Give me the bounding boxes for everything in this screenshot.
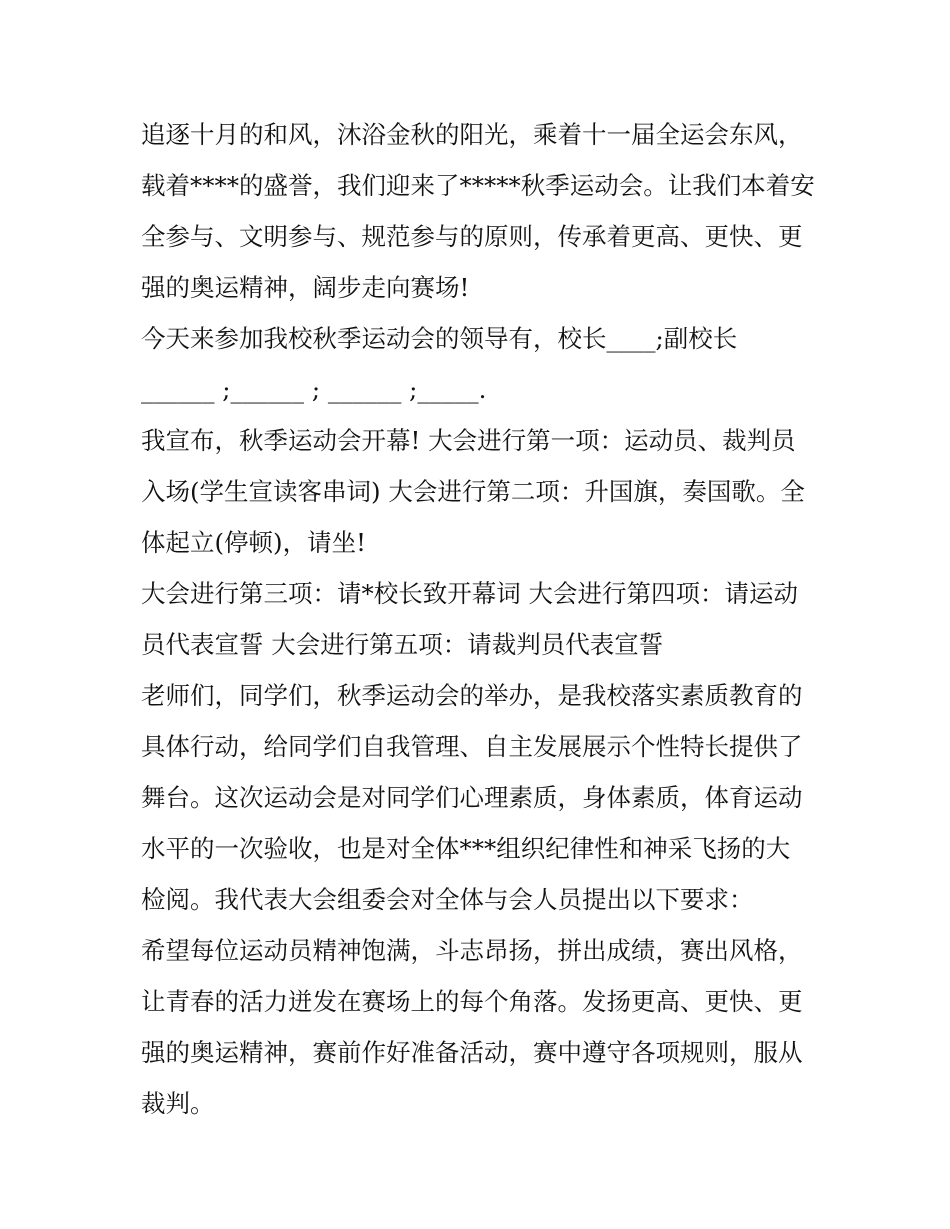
- paragraph-opening-ceremony: [141, 415, 817, 568]
- text-line: 强的奥运精神，赛前作好准备活动，赛中遵守各项规则，服从: [141, 1038, 803, 1067]
- paragraph-leaders: [141, 313, 817, 415]
- text-line: 舞台。这次运动会是对同学们心理素质，身体素质，体育运动: [141, 783, 803, 812]
- document-body: [141, 109, 817, 1129]
- text-line: 载着****的盛誉，我们迎来了*****秋季运动会。让我们本着安: [141, 171, 815, 200]
- text-line: 具体行动，给同学们自我管理、自主发展展示个性特长提供了: [141, 732, 803, 761]
- text-line: 员代表宣誓 大会进行第五项：请裁判员代表宣誓: [141, 630, 664, 659]
- text-line: 检阅。我代表大会组委会对全体与会人员提出以下要求：: [141, 885, 754, 914]
- text-line: 希望每位运动员精神饱满，斗志昂扬，拼出成绩，赛出风格，: [141, 936, 803, 965]
- text-line: 大会进行第三项：请*校长致开幕词 大会进行第四项：请运动: [141, 579, 799, 608]
- text-line: 全参与、文明参与、规范参与的原则，传承着更高、更快、更: [141, 222, 803, 251]
- text-line: 追逐十月的和风，沐浴金秋的阳光，乘着十一届全运会东风，: [141, 120, 803, 149]
- text-line: 裁判。: [141, 1089, 215, 1118]
- text-line: 老师们，同学们，秋季运动会的举办，是我校落实素质教育的: [141, 681, 803, 710]
- paragraph-requirements: [141, 925, 817, 1129]
- paragraph-opening: [141, 109, 817, 313]
- text-line: 我宣布，秋季运动会开幕! 大会进行第一项：运动员、裁判员: [141, 426, 796, 455]
- text-line: 今天来参加我校秋季运动会的领导有，校长____;副校长: [141, 324, 738, 353]
- text-line: 强的奥运精神，阔步走向赛场!: [141, 273, 470, 302]
- text-line: 水平的一次验收，也是对全体***组织纪律性和神采飞扬的大: [141, 834, 791, 863]
- text-line: 入场(学生宣读客串词) 大会进行第二项：升国旗，奏国歌。全: [141, 477, 805, 506]
- paragraph-agenda: [141, 568, 817, 670]
- text-line: ______ ;______ ; ______ ;_____.: [141, 375, 487, 404]
- text-line: 体起立(停顿)，请坐!: [141, 528, 366, 557]
- text-line: 让青春的活力迸发在赛场上的每个角落。发扬更高、更快、更: [141, 987, 803, 1016]
- paragraph-address: [141, 670, 817, 925]
